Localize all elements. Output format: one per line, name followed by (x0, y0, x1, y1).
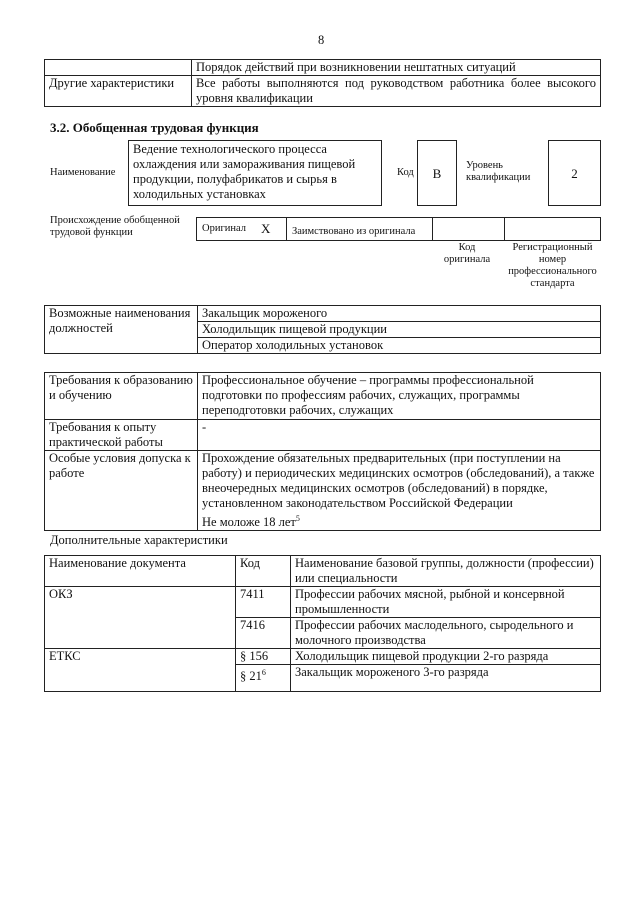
position-item: Закальщик мороженого (198, 306, 601, 322)
req-age: Не моложе 18 лет (202, 515, 296, 530)
original-cell (196, 217, 287, 241)
reg-number-caption: Регистрационный номер профессионального стандарта (508, 242, 597, 289)
borrowed-cell (286, 217, 433, 241)
section-heading: 3.2. Обобщенная трудовая функция (50, 120, 259, 135)
reg-number-cell (504, 217, 601, 241)
name-label: Наименование (50, 167, 116, 178)
additional-title: Дополнительные характеристики (50, 533, 228, 547)
name-cell: Профессии рабочих маслодельного, сыродельного и молочного производства (291, 618, 601, 649)
original-label: Оригинал (202, 223, 246, 234)
req-value: Профессиональное обучение – программы профессиональной подготовки по профессиям рабочих, служащих, программы переподготовки рабочих, служащих (198, 373, 601, 420)
name-value: Ведение технологического процесса охлаждения или замораживания пищевой продукции, полуфабрикатов и сырья в холодильных установках (128, 140, 382, 206)
origin-label: Происхождение обобщенной трудовой функции (50, 215, 180, 238)
header-cell: Наименование базовой группы, должности (профессии) или специальности (291, 556, 601, 587)
name-cell: Холодильщик пищевой продукции 2-го разряда (291, 649, 601, 665)
doc-okz: ОКЗ (45, 587, 236, 649)
name-cell: Закальщик мороженого 3-го разряда (291, 665, 601, 692)
additional-table (44, 555, 601, 692)
position-item: Оператор холодильных установок (198, 338, 601, 354)
level-label: Уровень квалификации (466, 160, 531, 183)
original-mark: X (261, 221, 271, 236)
code-cell: § 156 (236, 649, 291, 665)
code-cell: 7411 (236, 587, 291, 618)
code-cell: 7416 (236, 618, 291, 649)
code-cell (236, 665, 291, 692)
header-cell: Код (236, 556, 291, 587)
req-label: Требования к опыту практической работы (45, 420, 198, 451)
code-original-caption: Код оригинала (443, 242, 491, 265)
cell: Все работы выполняются под руководством работника более высокого уровня квалификации (192, 76, 601, 107)
code-text: § 21 (240, 669, 262, 684)
other-characteristics-table (44, 59, 601, 107)
footnote-ref: 6 (261, 668, 266, 677)
req-label: Особые условия допуска к работе (45, 451, 198, 531)
cell: Другие характеристики (45, 76, 192, 107)
code-value: В (417, 140, 457, 206)
header-cell: Наименование документа (45, 556, 236, 587)
positions-table (44, 305, 601, 354)
footnote-ref: 5 (295, 514, 300, 523)
borrowed-label: Заимствовано из оригинала (292, 226, 416, 237)
doc-etks: ЕТКС (45, 649, 236, 692)
req-value: - (198, 420, 601, 451)
req-label: Требования к образованию и обучению (45, 373, 198, 420)
name-cell: Профессии рабочих мясной, рыбной и консервной промышленности (291, 587, 601, 618)
page-number: 8 (318, 33, 325, 47)
cell: Порядок действий при возникновении нештатных ситуаций (192, 60, 601, 76)
requirements-table (44, 372, 601, 531)
code-original-cell (432, 217, 505, 241)
position-item: Холодильщик пищевой продукции (198, 322, 601, 338)
level-value: 2 (548, 140, 601, 206)
req-text: Прохождение обязательных предварительных (при поступлении на работу) и периодических медицинских осмотров (обследований), а также внеочередных медицинских осмотров (обследований) в порядке, установленном законодательством Российской Федерации (202, 451, 595, 510)
req-value (198, 451, 601, 531)
code-label: Код (397, 167, 414, 178)
positions-label: Возможные наименования должностей (45, 306, 198, 354)
